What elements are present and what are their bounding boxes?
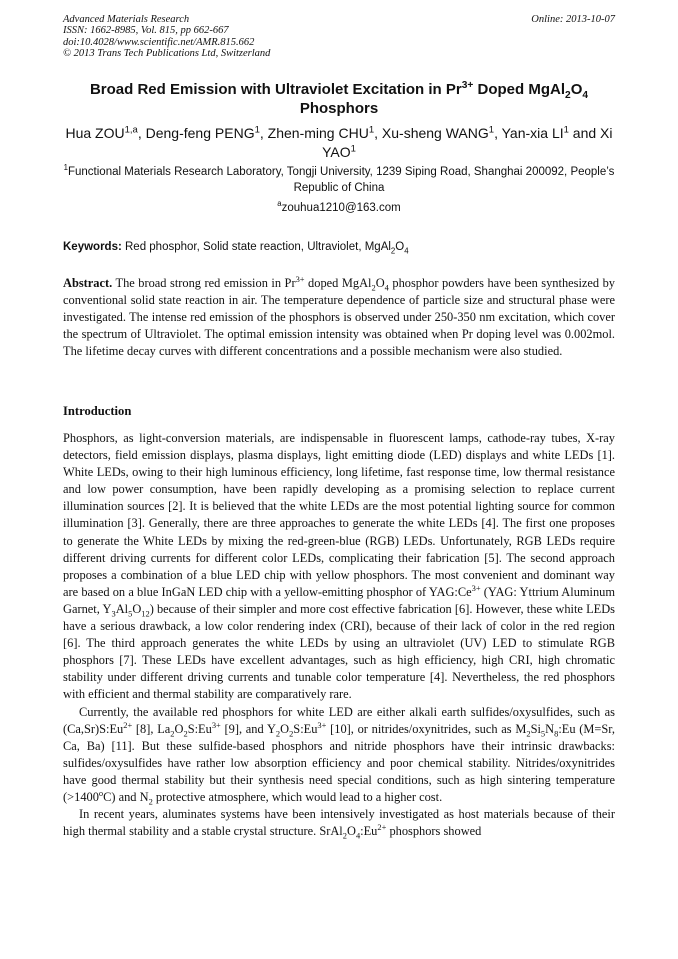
paragraph: Phosphors, as light-conversion materials, are indispensable in fluorescent lamps, cathode-ray tubes, X-ray detectors, field emission displays, plasma displays, light emitting diode (LED) displays and white LEDs [1]. White LEDs, owing to their high luminous efficiency, long lifetime, fast response time, low thermal resistance and low power consumption, have been rapidly developing as a promising selection to replace current illumination sources [2]. It is believed that the white LEDs are the most potential lighting source for common illumination [3]. Generally, there are three approaches to generate the white LEDs [4]. The first one proposes to generate the White LEDs by mixing the red-green-blue (RGB) LEDs. Unfortunately, RGB LEDs require different driving currents for different color LEDs, complicating their fabrication [5]. The second approach proposes a combination of a blue LED chip with yellow phosphors. The most convenient and dominant way are based on a blue InGaN LED chip with a yellow-emitting phosphor of $YAG:Ce^{3+}$ (YAG: Yttrium Aluminum Garnet, $Y_3Al_5O_{12}$) because of their simpler and more cost effective fabrication [6]. However, these white LEDs have a serious drawback, a low color rendering index (CRI), because of their lack of color in the red region [6]. The third approach generates the white LEDs by using an ultraviolet (UV) LED to stimulate RGB phosphors [7]. These LEDs have excellent advantages, such as high efficiency, high CRI, high chromatic stability under different driving currents and tunable color temperature [4]. Nevertheless, the red phosphors with efficient and thermal stability are comparatively rare. [63, 431, 615, 702]
paragraph: Currently, the available red phosphors for white LED are either alkali earth sulfides/oxysulfides, such as $(Ca,Sr)S:Eu^{2+}$ [8], $La_2O_2S:Eu^{3+}$ [9], and $Y_2O_2S:Eu^{3+}$ [10], or nitrides/oxynitrides, such as $M_2Si_5N_8:Eu$ (M=Sr, Ca, Ba) [11]. But these sulfide-based phosphors and nitride phosphors have their intrinsic drawbacks: sulfides/oxysulfides have rather low absorption efficiency and poor chemical stability. Nitrides/oxynitrides have good thermal stability but their synthesis need special conditions, such as high sintering temperature $(>1400^oC)$ and $N_2$ protective atmosphere, which would lead to a higher cost. [63, 704, 615, 807]
contact-email: $^a$zouhua1210@163.com [277, 199, 401, 214]
issn-line: ISSN: 1662-8985, Vol. 815, pp 662-667 [63, 25, 229, 37]
keywords-label: Keywords: [63, 241, 122, 253]
journal-header [63, 14, 270, 60]
journal-name: Advanced Materials Research [63, 14, 190, 25]
doi-line: doi:10.4028/www.scientific.net/AMR.815.662 [63, 36, 255, 48]
paper-title: Broad Red Emission with Ultraviolet Excitation in $Pr^{3+}$ Doped $MgAl_2O_4$ Phosphors [89, 80, 589, 117]
keywords [63, 241, 615, 256]
section-heading-introduction: Introduction [63, 404, 132, 418]
keywords-text: Red phosphor, Solid state reaction, Ultraviolet, $MgAl_2O_4$ [125, 241, 409, 256]
author-list: Hua ZOU$^{1,a}$, Deng-feng PENG$^1$, Zhen-ming CHU$^1$, Xu-sheng WANG$^1$, Yan-xia $LI^1$ and Xi YAO$^1$ [65, 124, 613, 160]
copyright-line: © 2013 Trans Tech Publications Ltd, Switzerland [63, 48, 271, 60]
online-date: Online: 2013-10-07 [531, 14, 615, 25]
abstract [63, 275, 615, 360]
introduction-body [63, 430, 615, 840]
affiliation: $^1$Functional Materials Research Laboratory, Tongji University, 1239 Siping Road, Shanghai 200092, People’s Republic of China [63, 163, 615, 194]
abstract-text: The broad strong red emission in $Pr^{3+}$ doped $MgAl_2O_4$ phosphor powders have been synthesized by conventional solid state reaction in air. The temperature dependence of particle size and structural phase were investigated. The intense red emission of the phosphors is observed under 250-350 nm excitation, which cover the spectrum of Ultraviolet. The optimal emission intensity was obtained when Pr doping level was 0.002mol. The lifetime decay curves with different concentrations and a possible mechanism were also studied. [63, 273, 616, 359]
abstract-label: Abstract. [63, 276, 113, 290]
paragraph: In recent years, aluminates systems have been intensively investigated as host materials because of their high thermal stability and a stable crystal structure. $SrAl_2O_4:Eu^{2+}$ phosphors showed [63, 807, 615, 841]
